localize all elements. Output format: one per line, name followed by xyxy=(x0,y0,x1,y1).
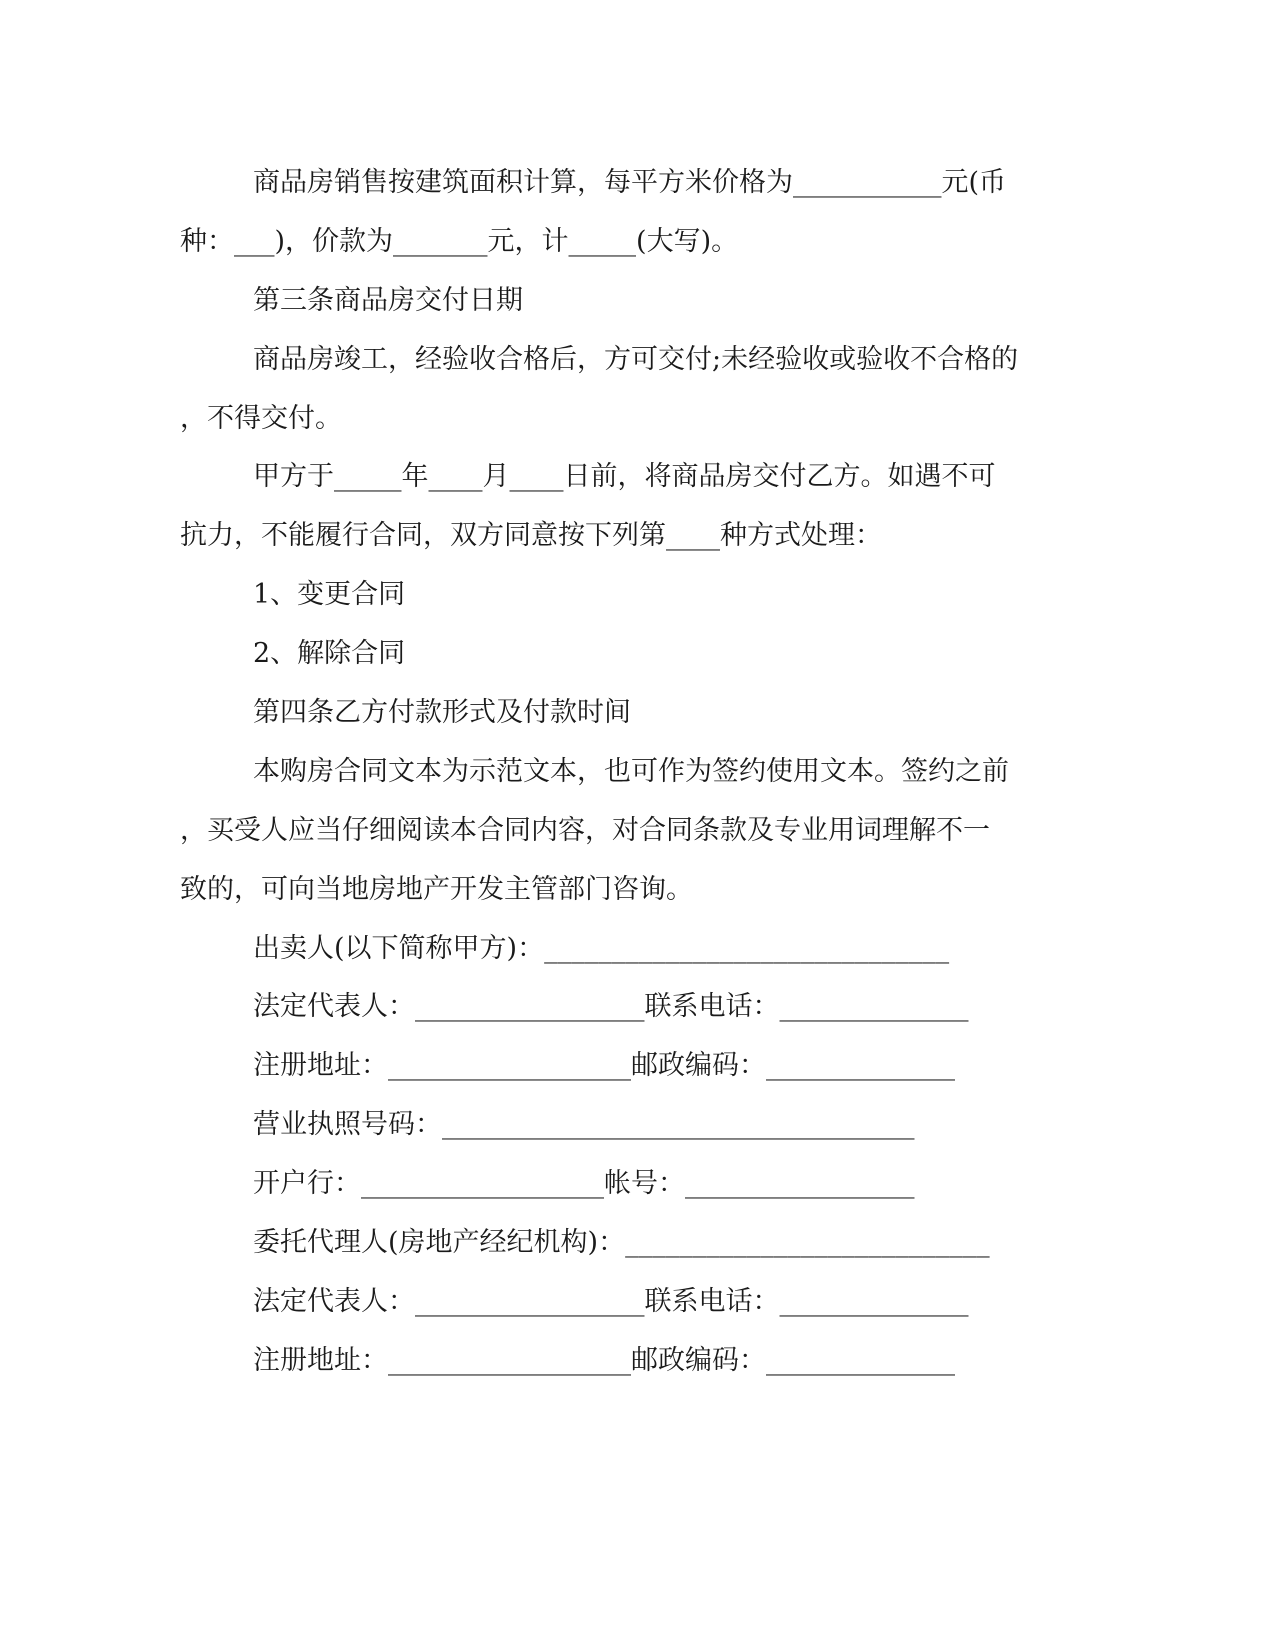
agent-field-line: 委托代理人(房地产经纪机构)：___________________________ xyxy=(253,1227,990,1259)
notice-paragraph-continuation: ，买受人应当仔细阅读本合同内容，对合同条款及专业用词理解不一 xyxy=(180,814,990,846)
license-number-field-line: 营业执照号码：___________________________________ xyxy=(253,1109,915,1141)
delivery-date-line: 甲方于_____年____月____日前，将商品房交付乙方。如遇不可 xyxy=(253,461,996,493)
legal-rep-field-line: 法定代表人：_________________联系电话：______________ xyxy=(253,991,969,1023)
delivery-date-continuation: 抗力，不能履行合同，双方同意按下列第____种方式处理： xyxy=(180,520,882,552)
agent-address-field-line: 注册地址：__________________邮政编码：______________ xyxy=(253,1344,955,1376)
bank-account-field-line: 开户行：__________________帐号：_________________ xyxy=(253,1168,915,1200)
seller-field-line: 出卖人(以下简称甲方)：______________________________ xyxy=(253,932,950,964)
list-item-terminate-contract: 2、解除合同 xyxy=(253,638,406,670)
address-field-line: 注册地址：__________________邮政编码：______________ xyxy=(253,1050,955,1082)
delivery-condition-continuation: ，不得交付。 xyxy=(180,402,342,434)
list-item-change-contract: 1、变更合同 xyxy=(253,579,406,611)
delivery-condition-line: 商品房竣工，经验收合格后，方可交付;未经验收或验收不合格的 xyxy=(253,343,1019,375)
agent-legal-rep-field-line: 法定代表人：_________________联系电话：______________ xyxy=(253,1285,969,1317)
section-heading-article-3: 第三条商品房交付日期 xyxy=(253,284,523,316)
price-clause-continuation: 种：___)，价款为_______元，计_____(大写)。 xyxy=(180,225,739,257)
price-clause-line: 商品房销售按建筑面积计算，每平方米价格为___________元(币 xyxy=(253,167,1007,198)
notice-paragraph-end: 致的，可向当地房地产开发主管部门咨询。 xyxy=(180,873,693,905)
notice-paragraph-line: 本购房合同文本为示范文本，也可作为签约使用文本。签约之前 xyxy=(253,755,1009,787)
section-heading-article-4: 第四条乙方付款形式及付款时间 xyxy=(253,697,631,729)
